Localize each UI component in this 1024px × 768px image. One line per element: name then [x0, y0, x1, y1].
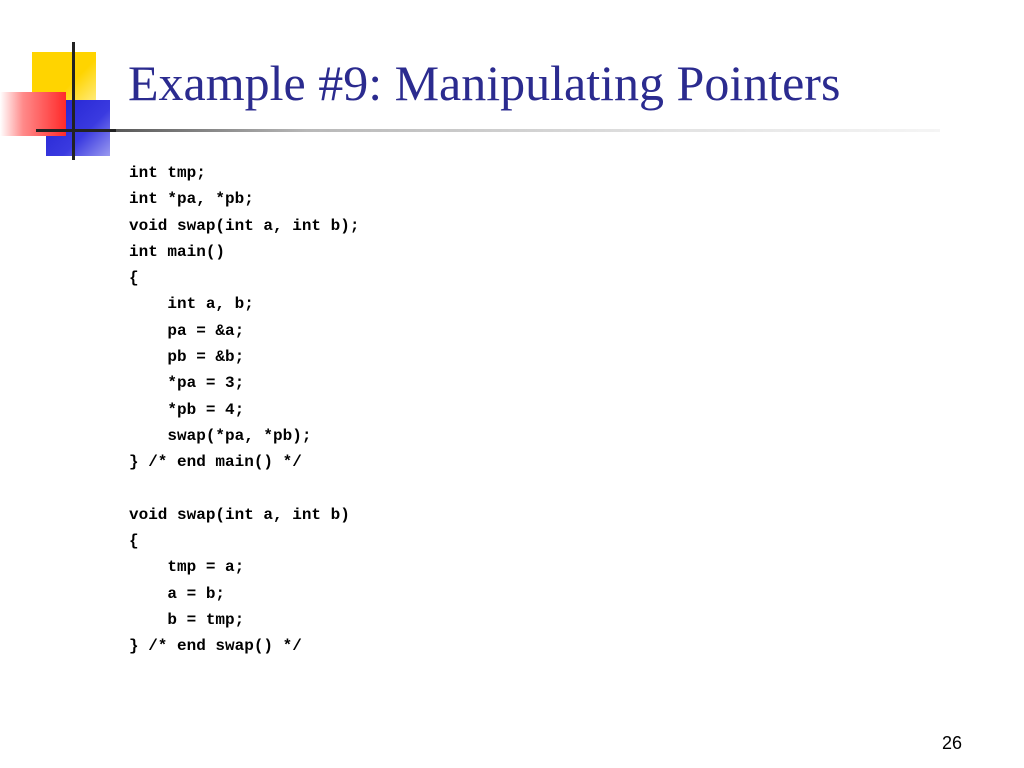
- page-number: 26: [941, 733, 962, 753]
- title-underline: [36, 129, 940, 132]
- code-line: int main(): [129, 242, 226, 261]
- code-block: [129, 160, 359, 660]
- code-line: } /* end swap() */: [129, 637, 302, 656]
- code-line: int *pa, *pb;: [129, 190, 254, 209]
- code-line: {: [129, 269, 139, 288]
- code-line: pa = &a;: [129, 321, 245, 340]
- code-line: a = b;: [129, 584, 226, 603]
- code-line: pb = &b;: [129, 348, 245, 367]
- code-line-blank: [129, 476, 359, 502]
- code-line: tmp = a;: [129, 558, 245, 577]
- code-line: {: [129, 532, 139, 551]
- code-line: *pb = 4;: [129, 400, 245, 419]
- title-underline-dark-segment: [36, 129, 116, 132]
- slide-title: Example #9: Manipulating Pointers: [128, 55, 841, 111]
- code-line: swap(*pa, *pb);: [129, 426, 312, 445]
- code-line: *pa = 3;: [129, 374, 245, 393]
- code-line: void swap(int a, int b);: [129, 216, 360, 235]
- code-line: void swap(int a, int b): [129, 505, 350, 524]
- code-line: int tmp;: [129, 164, 206, 182]
- code-line: int a, b;: [129, 295, 254, 314]
- code-line: } /* end main() */: [129, 453, 302, 472]
- code-line: b = tmp;: [129, 611, 245, 630]
- logo-vertical-line: [72, 42, 75, 160]
